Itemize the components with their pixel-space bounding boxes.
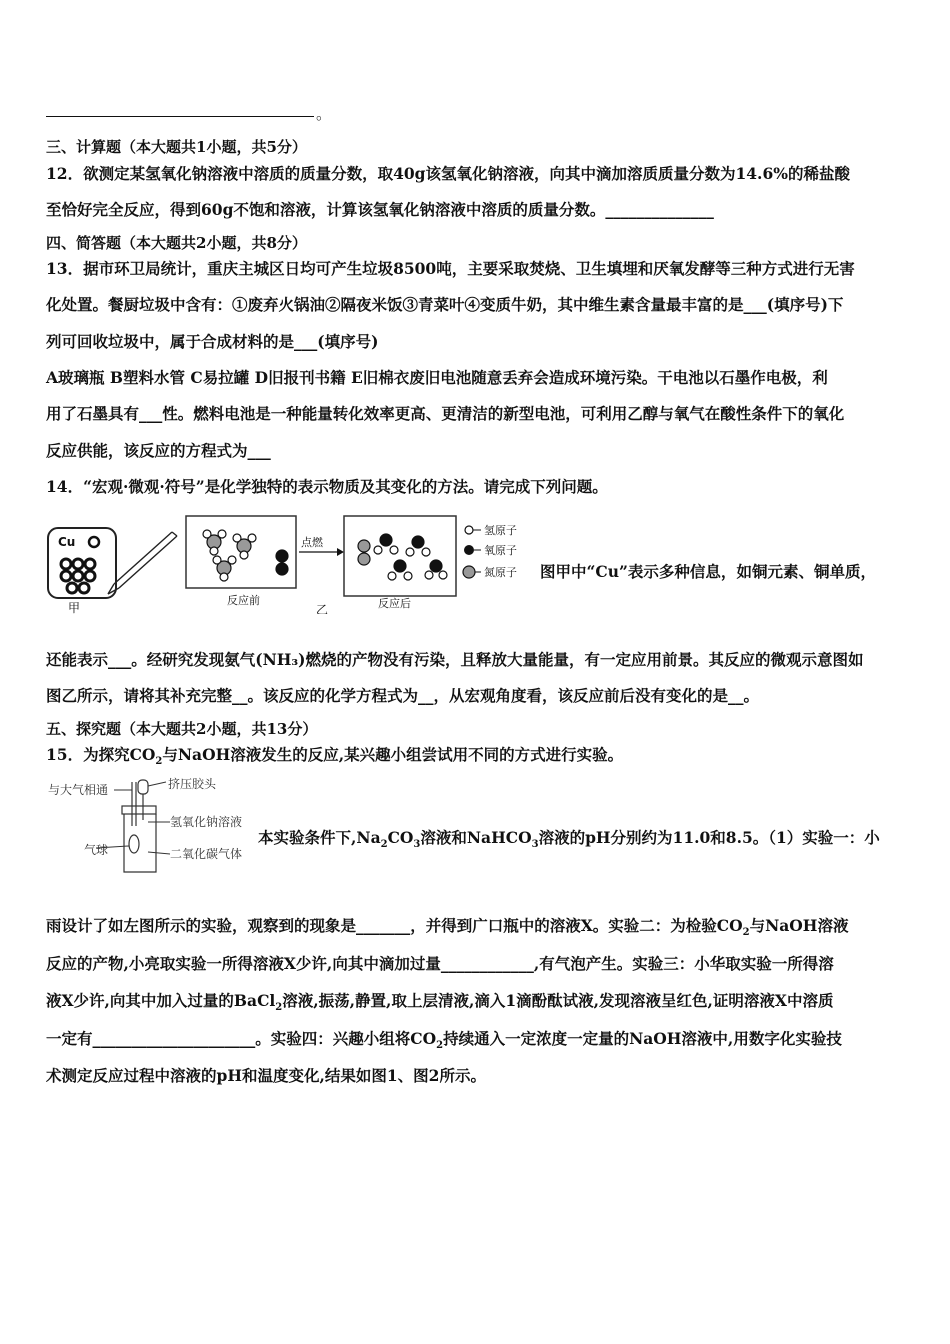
q14-after-figure: 图甲中“Cu”表示多种信息，如铜元素、铜单质， (540, 562, 876, 581)
q15-line2: 雨设计了如左图所示的实验，观察到的现象是_______，并得到广口瓶中的溶液X。实验二：为检验$CO_2$与NaOH溶液 (46, 916, 849, 939)
dropper-label: 挤压胶头 (168, 777, 217, 791)
apparatus-figure (44, 776, 264, 876)
before-molecules (203, 530, 288, 581)
q15-line1: 15．为探究$CO_2$与NaOH溶液发生的反应,某兴趣小组尝试用不同的方式进行实验。 (46, 745, 624, 768)
cu-atom-symbol (89, 537, 99, 547)
yi-label: 乙 (316, 603, 329, 614)
before-label: 反应前 (227, 594, 260, 607)
q14-line1: 14．“宏观·微观·符号”是化学独特的表示物质及其变化的方法。请完成下列问题。 (46, 477, 608, 496)
blank-tail: 。 (316, 105, 332, 123)
q15-line6: 术测定反应过程中溶液的pH和温度变化,结果如图1、图2所示。 (46, 1066, 486, 1085)
q13-line6: 反应供能，该反应的方程式为___ (46, 441, 271, 460)
q15-line5: 一定有_____________________。实验四：兴趣小组将$CO_2$持续通入一定浓度一定量的NaOH溶液中,用数字化实验技 (46, 1029, 842, 1052)
hydrogen-atom-icon (465, 526, 473, 534)
q15-line4: 液X少许,向其中加入过量的BaCl$_2$溶液,振荡,静置,取上层清液,滴入1滴酚酞试液,发现溶液呈红色,证明溶液X中溶质 (46, 991, 834, 1014)
legend-oxygen: 氧原子 (484, 544, 517, 557)
copper-lattice-icon (61, 559, 95, 593)
after-label: 反应后 (378, 597, 411, 610)
stopper (122, 806, 156, 814)
atm-label: 与大气相通 (48, 783, 109, 797)
legend-hydrogen: 氢原子 (484, 524, 517, 537)
q14-figure (44, 512, 544, 614)
naoh-label: 氢氧化钠溶液 (170, 815, 243, 829)
q15-line3: 反应的产物,小亮取实验一所得溶液X少许,向其中滴加过量____________,有气泡产生。实验三：小华取实验一所得溶 (46, 954, 834, 973)
legend-nitrogen: 氮原子 (484, 566, 517, 579)
oxygen-atom-icon (464, 545, 474, 555)
section-header-inquiry: 五、探究题（本大题共2小题，共13分） (46, 720, 318, 738)
arrow-label: 点燃 (301, 536, 323, 549)
section-header-short-answer: 四、简答题（本大题共2小题，共8分） (46, 234, 307, 252)
pencil-icon (108, 532, 177, 594)
q14-line3: 图乙所示，请将其补充完整__。该反应的化学方程式为__，从宏观角度看，该反应前后没有变化的是__。 (46, 686, 760, 705)
balloon-icon (129, 835, 139, 853)
q13-line3: 列可回收垃圾中，属于合成材料的是___(填序号) (46, 332, 379, 351)
q13-line1: 13．据市环卫局统计，重庆主城区日均可产生垃圾8500吨，主要采取焚烧、卫生填埋和厌氧发酵等三种方式进行无害 (46, 259, 855, 278)
after-molecules (358, 534, 447, 580)
nitrogen-atom-icon (463, 566, 475, 578)
q15-beside-figure: 本实验条件下$,Na_2CO_3$溶液和NaHCO$_3$溶液的pH分别约为11.0和8.5。（1）实验一：小 (258, 828, 880, 851)
jia-label: 甲 (68, 601, 81, 614)
answer-blank-top (46, 116, 314, 117)
q14-line2: 还能表示___。经研究发现氨气(NH₃)燃烧的产物没有污染，且释放大量能量，有一定应用前景。其反应的微观示意图如 (46, 650, 864, 669)
q13-line4: A玻璃瓶 B塑料水管 C易拉罐 D旧报刊书籍 E旧棉衣废旧电池随意丢弃会造成环境污染。干电池以石墨作电极，利 (46, 368, 828, 387)
section-header-calc: 三、计算题（本大题共1小题，共5分） (46, 138, 307, 156)
q13-line2: 化处置。餐厨垃圾中含有：①废弃火锅油②隔夜米饭③青菜叶④变质牛奶，其中维生素含量最丰富的是___(填序号)下 (46, 295, 844, 314)
q12-line1: 12．欲测定某氢氧化钠溶液中溶质的质量分数，取40g该氢氧化钠溶液，向其中滴加溶质质量分数为14.6%的稀盐酸 (46, 164, 850, 183)
balloon-label: 气球 (84, 843, 109, 857)
q13-line5: 用了石墨具有___性。燃料电池是一种能量转化效率更高、更清洁的新型电池，可利用乙醇与氧气在酸性条件下的氧化 (46, 404, 845, 423)
legend (463, 523, 517, 579)
dropper-bulb (138, 780, 148, 794)
co2-label: 二氧化碳气体 (170, 847, 243, 861)
q12-line2: 至恰好完全反应，得到60g不饱和溶液，计算该氢氧化钠溶液中溶质的质量分数。______________ (46, 200, 714, 219)
cu-label: Cu (58, 535, 76, 549)
